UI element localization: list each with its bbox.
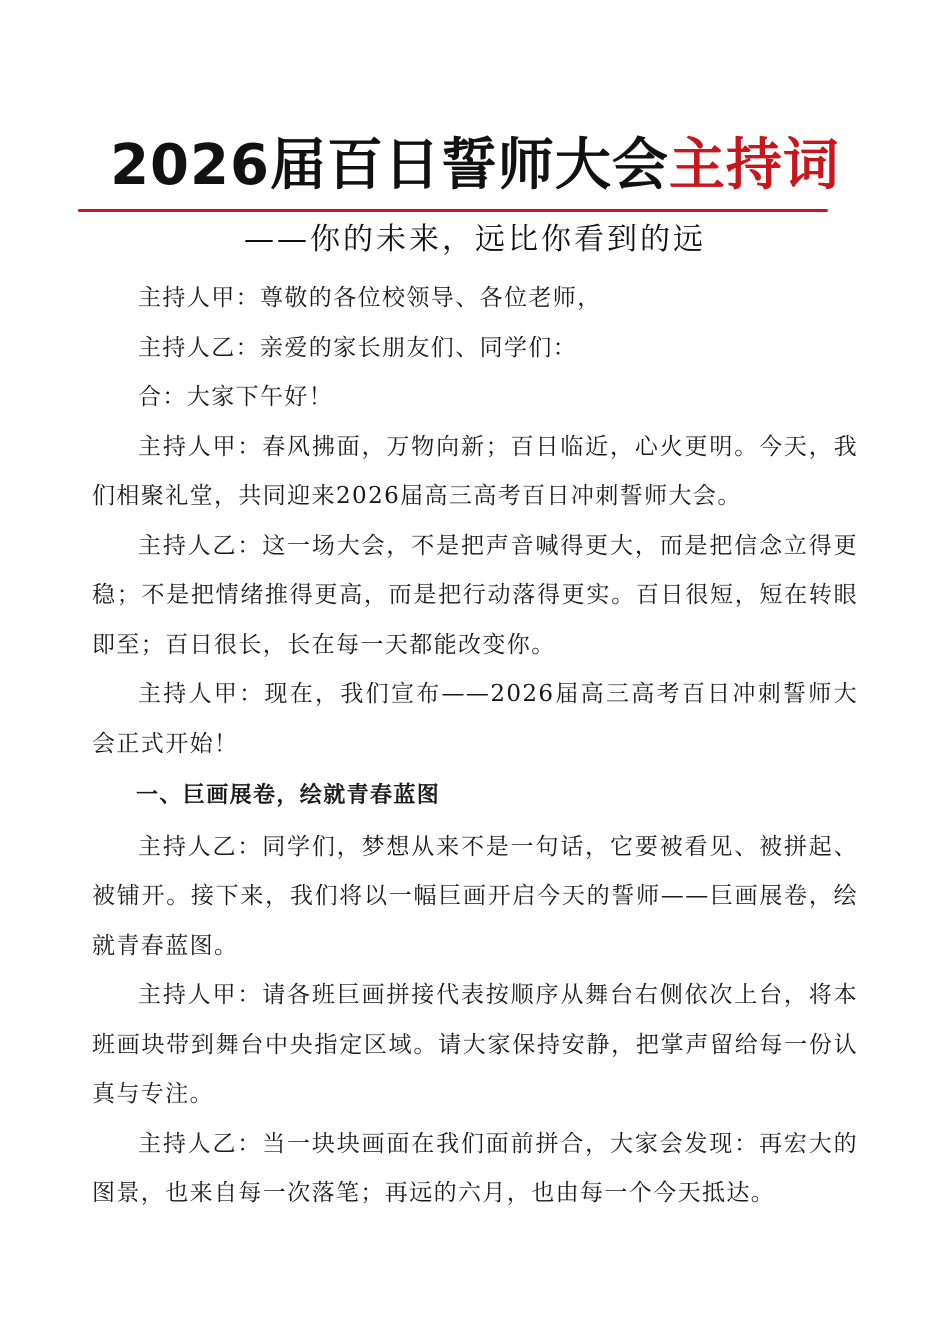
- paragraph: 主持人乙：同学们，梦想从来不是一句话，它要被看见、被拼起、被铺开。接下来，我们将以一幅巨画开启今天的誓师——巨画展卷，绘就青春蓝图。: [92, 833, 858, 959]
- paragraph: 主持人乙：当一块块画面在我们面前拼合，大家会发现：再宏大的图景，也来自每一次落笔；再远的六月，也由每一个今天抵达。: [92, 1130, 858, 1206]
- paragraph: 主持人甲：请各班巨画拼接代表按顺序从舞台右侧依次上台，将本班画块带到舞台中央指定区域。请大家保持安静，把掌声留给每一份认真与专注。: [92, 982, 858, 1107]
- paragraph: 主持人甲：尊敬的各位校领导、各位老师，: [138, 285, 602, 311]
- title-accent-text: 主持词: [668, 133, 840, 198]
- paragraph: 主持人甲：春风拂面，万物向新；百日临近，心火更明。今天，我们相聚礼堂，共同迎来2026届高三高考百日冲刺誓师大会。: [92, 433, 858, 509]
- paragraph: 主持人乙：亲爱的家长朋友们、同学们：: [138, 334, 578, 361]
- section-heading: 一、巨画展卷，绘就青春蓝图: [136, 783, 441, 808]
- title-underline: [78, 209, 828, 212]
- paragraph: 主持人乙：这一场大会，不是把声音喊得更大，而是把信念立得更稳；不是把情绪推得更高，而是把行动落得更实。百日很短，短在转眼即至；百日很长，长在每一天都能改变你。: [92, 532, 858, 658]
- document-body: [92, 274, 858, 1219]
- document-subtitle: ——你的未来，远比你看到的远: [244, 222, 706, 257]
- paragraph: 合：大家下午好！: [138, 384, 334, 410]
- title-main-text: 2026届百日誓师大会: [110, 133, 669, 198]
- paragraph: 主持人甲：现在，我们宣布——2026届高三高考百日冲刺誓师大会正式开始！: [92, 681, 858, 757]
- document-title: [0, 128, 950, 204]
